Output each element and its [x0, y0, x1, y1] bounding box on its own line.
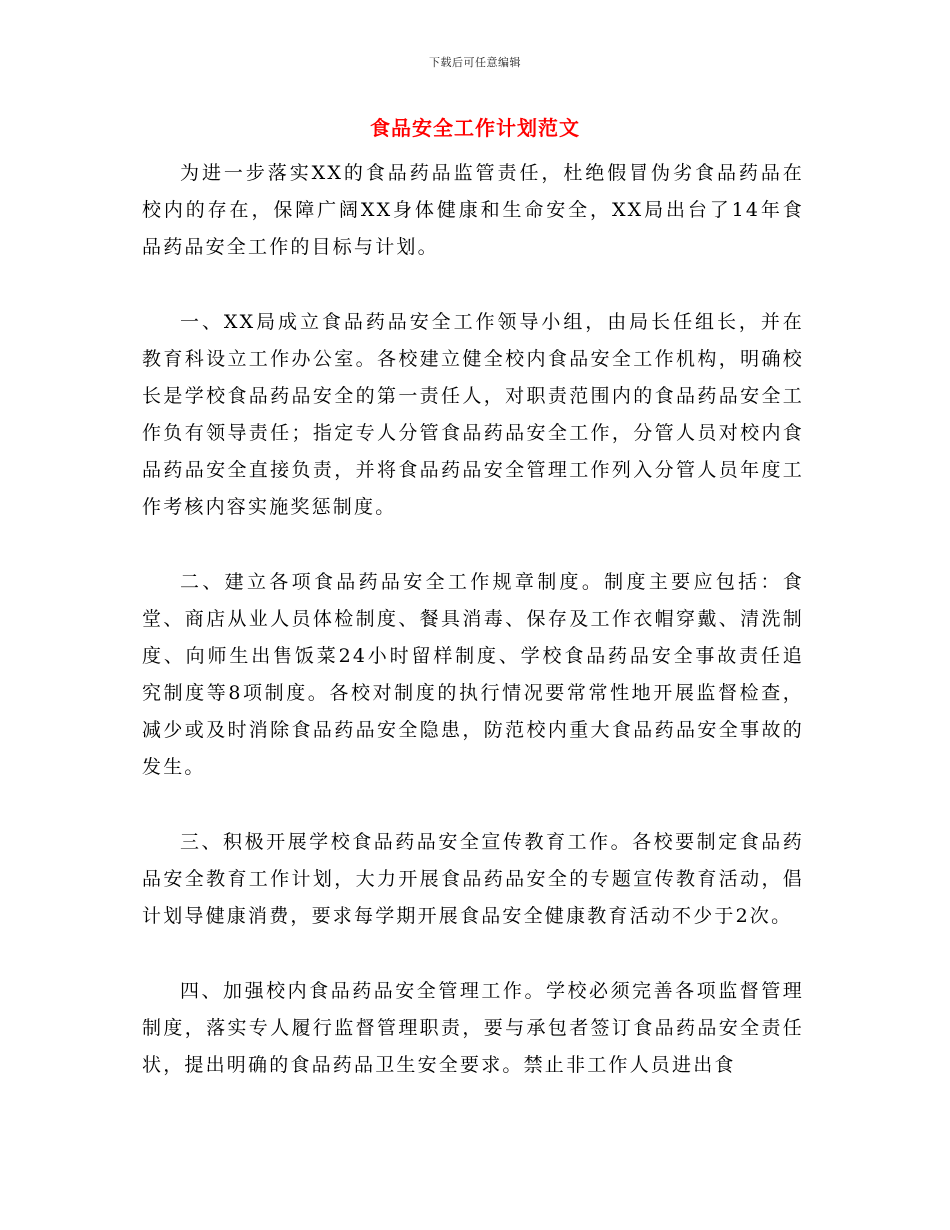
document-body: [142, 155, 804, 1122]
page-header-note: 下载后可任意编辑: [429, 56, 521, 69]
paragraph-section-1: 一、XX局成立食品药品安全工作领导小组，由局长任组长，并在教育科设立工作办公室。各校建立健全校内食品安全工作机构，明确校长是学校食品药品安全的第一责任人，对职责范围内的食品药品安全工作负有领导责任；指定专人分管食品药品安全工作，分管人员对校内食品药品安全直接负责，并将食品药品安全管理工作列入分管人员年度工作考核内容实施奖惩制度。: [142, 311, 804, 518]
paragraph-intro: 为进一步落实XX的食品药品监管责任，杜绝假冒伪劣食品药品在校内的存在，保障广阔XX身体健康和生命安全，XX局出台了14年食品药品安全工作的目标与计划。: [142, 162, 804, 258]
paragraph-section-3: 三、积极开展学校食品药品安全宣传教育工作。各校要制定食品药品安全教育工作计划，大力开展食品药品安全的专题宣传教育活动，倡计划导健康消费，要求每学期开展食品安全健康教育活动不少于2次。: [142, 831, 804, 927]
paragraph-section-4: 四、加强校内食品药品安全管理工作。学校必须完善各项监督管理制度，落实专人履行监督管理职责，要与承包者签订食品药品安全责任状，提出明确的食品药品卫生安全要求。禁止非工作人员进出食: [142, 980, 804, 1076]
paragraph-section-2: 二、建立各项食品药品安全工作规章制度。制度主要应包括：食堂、商店从业人员体检制度、餐具消毒、保存及工作衣帽穿戴、清洗制度、向师生出售饭菜24小时留样制度、学校食品药品安全事故责任追究制度等8项制度。各校对制度的执行情况要常常性地开展监督检查，减少或及时消除食品药品安全隐患，防范校内重大食品药品安全事故的发生。: [142, 571, 804, 778]
document-title: 食品安全工作计划范文: [370, 116, 580, 140]
